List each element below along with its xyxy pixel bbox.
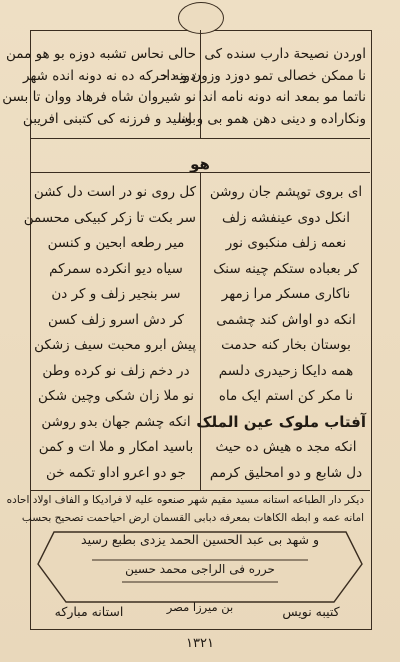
top-medallion — [178, 2, 224, 34]
colophon-line-2: امانه عمه و ابطه الکاهات بمعرفه دبابی القسمان ارض احیاحمت تصحیح بحسب — [21, 512, 364, 524]
page-number: ١٣٢١ — [186, 636, 214, 651]
text-line: ونکاراده و دینی دهن همو بی و ونا — [177, 110, 366, 127]
main-left-column — [23, 180, 196, 486]
verse-line: انکه دو اواش کند چشمی — [216, 311, 356, 328]
colophon-place: استانه مبارکه — [54, 604, 124, 619]
text-line: اوردن نصیحة دارب سنده كی — [204, 46, 366, 62]
text-line: ناتما مو بمعد انه دونه نامه اندا — [198, 89, 366, 105]
verse-line: کل روی نو در است دل کشن — [33, 184, 196, 200]
verse-line: نو ملا زان شکی وچین شکن — [38, 388, 194, 404]
verse-line: انکه چشم جهان بدو روشن — [41, 413, 191, 430]
verse-line: پیش ابرو محبت سیف زشکن — [34, 337, 196, 353]
verse-line: انکل دوی عینفشه زلف — [221, 209, 351, 226]
verse-line: نعمه زلف منکبوی نور — [225, 235, 347, 251]
text-line: حالی نحاس تشبه دوزه بو هو ممن — [5, 46, 196, 62]
text-line: دونه حرکه ده نه دونه انده شهر — [23, 67, 196, 84]
verse-line: نا مکر کن استم ایک ماه — [218, 388, 354, 404]
colophon-line-4: حرره فی الراجی محمد حسین — [125, 562, 275, 576]
colophon-line-1: دیکر دار الطباعه استانه مسید مقیم شهر صنعوه علیه لا فرادیکا و الفاف اولاد احاده — [6, 494, 364, 506]
text-line: باسید و فرزنه کی کتبنی افریبن — [22, 110, 196, 127]
verse-line: آفتاب ملوک عین الملک — [196, 412, 366, 431]
verse-line: بوستان بخار کنه حدمت — [221, 337, 351, 353]
colophon-scribe-title: کتیبه نویس — [282, 604, 340, 619]
top-left-column — [2, 44, 196, 130]
verse-line: همه دایکا زحیدری دلسم — [218, 362, 354, 379]
verse-line: دل شابع و دو امحلیق کرمم — [209, 464, 363, 481]
verse-line: باسید امکار و ملا ات و کمن — [38, 439, 194, 455]
divider-word: هو — [190, 155, 210, 173]
section-rule-1 — [30, 138, 370, 139]
verse-line: جو دو اعرو اداو تکمه خن — [46, 464, 186, 481]
verse-line: در دخم زلف نو کرده وطن — [42, 362, 190, 379]
verse-line: انکه مجد ه هیش ده حیث — [215, 439, 357, 455]
text-line: نو شیروان شاه فرهاد ووان تا بسن — [2, 89, 196, 105]
section-rule-3 — [30, 490, 370, 491]
text-line: نا ممکن خصالی تمو دوزد وزون و داد — [160, 67, 366, 84]
top-right-column — [160, 44, 366, 130]
verse-line: میر رطعه ابحین و کنسن — [47, 235, 185, 251]
main-right-column — [196, 180, 366, 486]
colophon-line-3: و شهد بی عبد الحسین الحمد یزدی بطبع رسید — [81, 532, 319, 547]
verse-line: سر بنجیر زلف و کر دن — [51, 286, 181, 302]
verse-line: کر بعباده ستکم چینه سنک — [213, 260, 359, 277]
colophon-hexagon-frame — [21, 506, 368, 606]
main-column-divider — [200, 172, 201, 490]
verse-line: سیاه دیو انکرده سمرکم — [49, 260, 183, 277]
verse-line: کر دش اسرو زلف کسن — [48, 311, 184, 328]
verse-line: ناکاری مسکر مرا زمهر — [221, 286, 351, 302]
colophon-scribe-name: بن میرزا مصر — [166, 600, 234, 614]
verse-line: ای بروی توپشم جان روشن — [209, 184, 363, 200]
verse-line: سر بکت تا زکر کبیکی محسمن — [23, 209, 196, 226]
